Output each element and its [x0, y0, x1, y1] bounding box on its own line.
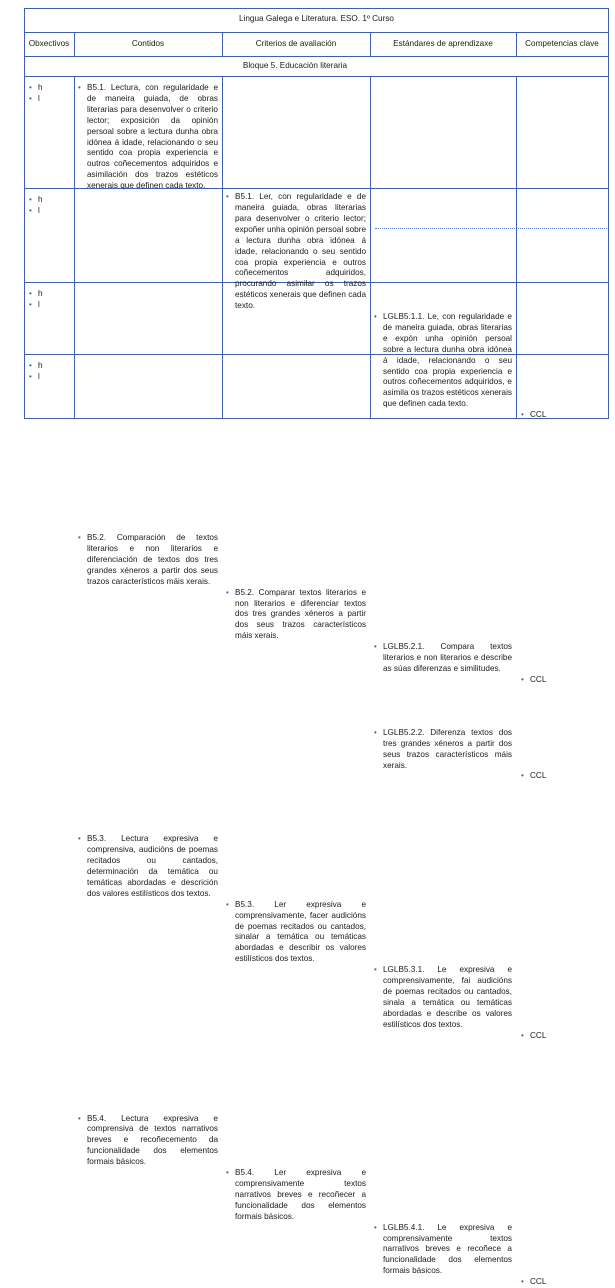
table-divider — [24, 76, 609, 77]
objetivo-item: • l — [29, 300, 69, 311]
block-title: Bloque 5. Educación literaria — [242, 61, 348, 70]
table-divider — [74, 76, 75, 418]
row1-objetivos — [29, 83, 69, 105]
table-divider — [24, 56, 609, 57]
row4-objetivos — [29, 361, 69, 383]
table-border-right — [608, 8, 609, 418]
row3-objetivos — [29, 289, 69, 311]
table-divider — [375, 228, 609, 229]
header-competencias: Competencias clave — [525, 39, 599, 48]
row1-estandares: • LGLB5.1.1. Le, con regularidade e de maneira guiada, obras literarias e expón unha opinión persoal sobre a lectura dunha obra idónea á idade, relacionando o seu sentido coa propia experiencia e outros coñecementos adquiridos, e asimila os trazos estéticos xenerais que definen cada texto. — [374, 312, 512, 410]
row2-competencias-1: • CCL — [521, 675, 610, 686]
table-divider — [370, 76, 371, 418]
row2-objetivos — [29, 195, 69, 217]
header-contenidos: Contidos — [131, 39, 165, 48]
row4-estandares: • LGLB5.4.1. Le expresiva e comprensivamente textos narrativos breves e recoñece a funcionalidade dos elementos formais básicos. — [374, 1223, 512, 1278]
row2-estandares-2: • LGLB5.2.2. Diferenza textos dos tres grandes xéneros a partir dos seus trazos característicos máis xerais. — [374, 728, 512, 772]
objetivo-item: • h — [29, 289, 69, 300]
row3-criterios: • B5.3. Ler expresiva e comprensivamente, facer audicións de poemas recitados ou cantados, sinalar a temática ou temáticas abordadas e describir os valores estilísticos dos textos. — [226, 900, 366, 965]
header-objetivos: Obxectivos — [28, 39, 70, 48]
row1-competencias: • CCL — [521, 410, 610, 421]
row2-competencias-2: • CCL — [521, 771, 610, 782]
header-criterios: Criterios de avaliación — [255, 39, 337, 48]
row4-competencias: • CCL — [521, 1277, 610, 1288]
table-border-left — [24, 8, 25, 418]
objetivo-item: • l — [29, 206, 69, 217]
row3-competencias: • CCL — [521, 1031, 610, 1042]
row4-contenidos: • B5.4. Lectura expresiva e comprensiva de textos narrativos breves e recoñecemento da funcionalidade dos elementos formais básicos. — [78, 1114, 218, 1169]
row2-estandares-1: • LGLB5.2.1. Compara textos literarios e non literarios e describe as súas diferenzas e similitudes. — [374, 642, 512, 675]
table-divider — [24, 32, 609, 33]
row1-contenidos: • B5.1. Lectura, con regularidade e de maneira guiada, de obras literarias para desenvolver o criterio lector; exposición da opinión persoal sobre a lectura dunha obra idónea á idade, relacionando o seu sentido coa propia experiencia e outros coñecementos adquiridos e asimilación dos trazos estéticos xenerais que definen cada texto. — [78, 83, 218, 192]
row4-criterios: • B5.4. Ler expresiva e comprensivamente textos narrativos breves e recoñecer a funcionalidade dos elementos formais básicos. — [226, 1168, 366, 1223]
header-estandares: Estándares de aprendizaxe — [393, 39, 493, 48]
row3-estandares: • LGLB5.3.1. Le expresiva e comprensivamente, fai audicións de poemas recitados ou cantados, sinala a temática ou temáticas abordadas e describe os valores estilísticos dos textos. — [374, 965, 512, 1030]
objetivo-item: • l — [29, 94, 69, 105]
objetivo-item: • l — [29, 372, 69, 383]
table-border-top — [24, 8, 609, 9]
row1-criterios: • B5.1. Ler, con regularidade e de maneira guiada, obras literarias para desenvolver o criterio lector; expoñer unha opinión persoal sobre a lectura dunha obra idónea á idade, relacionando o seu sentido coa propia experiencia e outros coñecementos adquiridos, procurando asimilar os trazos estéticos xenerais que definen cada texto. — [226, 192, 366, 312]
table-title: Lingua Galega e Literatura. ESO. 1º Curso — [238, 14, 394, 23]
objetivo-item: • h — [29, 361, 69, 372]
row2-criterios: • B5.2. Comparar textos literarios e non literarios e diferenciar textos dos tres grandes xéneros a partir dos seus trazos característicos máis xerais. — [226, 588, 366, 643]
row2-contenidos: • B5.2. Comparación de textos literarios e non literarios e diferenciación de textos dos tres grandes xéneros a partir dos seus trazos característicos máis xerais. — [78, 533, 218, 588]
table-divider — [222, 76, 223, 418]
table-divider — [24, 354, 609, 355]
objetivo-item: • h — [29, 195, 69, 206]
objetivo-item: • h — [29, 83, 69, 94]
row3-contenidos: • B5.3. Lectura expresiva e comprensiva, audicións de poemas recitados ou cantados, determinación da temática ou temáticas abordadas e descrición dos valores estilísticos dos textos. — [78, 834, 218, 899]
table-divider — [516, 76, 517, 418]
